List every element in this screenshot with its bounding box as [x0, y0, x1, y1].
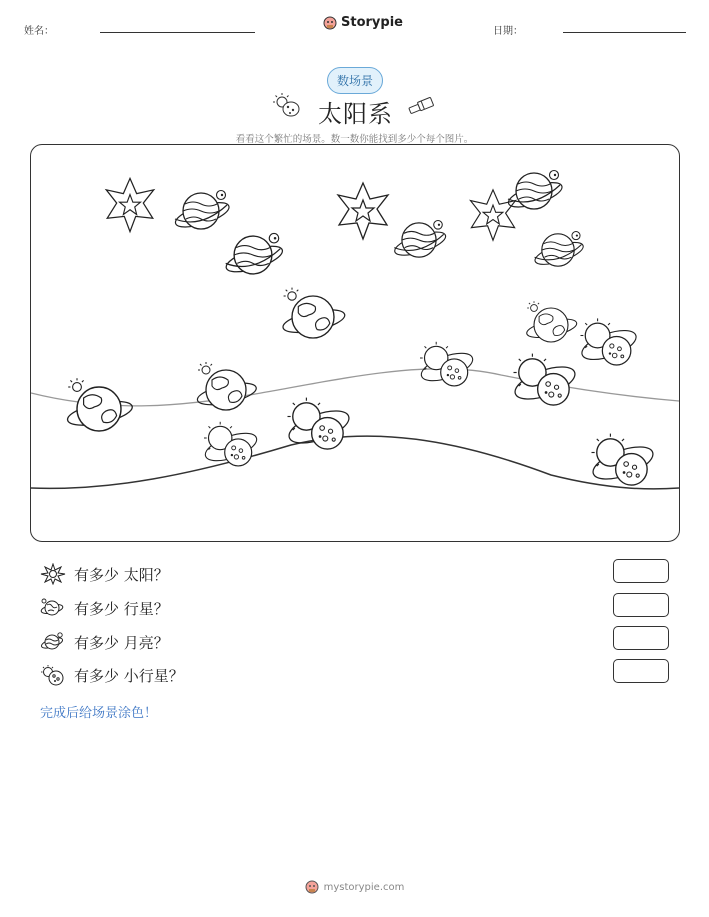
instructions: 看看这个繁忙的场景。数一数你能找到多少个每个图片。 — [235, 134, 474, 145]
scene-asteroid — [202, 422, 260, 467]
question-row — [40, 631, 169, 653]
storypie-mascot-icon — [323, 16, 337, 30]
question-row — [40, 597, 169, 619]
brand-logo — [323, 15, 403, 30]
answer-box-asteroids[interactable] — [613, 659, 669, 683]
scene-moon — [281, 288, 347, 338]
date-line[interactable] — [563, 32, 686, 33]
answer-box-moons[interactable] — [613, 626, 669, 650]
scene-asteroid — [285, 398, 353, 450]
question-text: 有多少 月亮？ — [74, 633, 169, 652]
scene-sun — [338, 183, 388, 239]
answer-box-suns[interactable] — [613, 559, 669, 583]
question-text: 有多少 小行星？ — [74, 666, 184, 685]
sun-icon — [40, 563, 66, 585]
counting-scene — [30, 144, 680, 542]
name-label: 姓名： — [24, 26, 54, 37]
question-text: 有多少 太阳？ — [74, 565, 169, 584]
horizon-line — [31, 369, 679, 406]
page-title: 太阳系 — [318, 100, 393, 128]
scene-drawing — [31, 145, 679, 541]
question-row — [40, 563, 169, 585]
scene-moon — [66, 378, 135, 431]
scene-asteroid — [418, 342, 476, 387]
scene-planet — [506, 171, 565, 213]
scene-moon — [525, 301, 578, 342]
ground-line — [31, 436, 679, 489]
activity-badge: 数场景 — [327, 67, 383, 94]
name-line[interactable] — [100, 32, 255, 33]
scene-asteroid — [589, 434, 657, 486]
scene-sun — [471, 190, 516, 240]
storypie-mascot-icon — [305, 880, 319, 894]
moon-icon — [40, 631, 66, 653]
brand-name: Storypie — [341, 15, 403, 30]
planet-icon — [40, 597, 66, 619]
scene-asteroid — [511, 354, 579, 406]
telescope-icon — [405, 95, 439, 117]
scene-planet — [392, 221, 448, 260]
question-text: 有多少 行星？ — [74, 599, 169, 618]
asteroid-icon — [40, 664, 66, 686]
scene-asteroid — [578, 318, 639, 365]
scene-planet — [223, 233, 285, 277]
footer — [0, 880, 709, 894]
date-label: 日期： — [493, 26, 523, 37]
answer-box-planets[interactable] — [613, 593, 669, 617]
coloring-hint: 完成后给场景涂色！ — [40, 706, 158, 721]
question-row — [40, 664, 184, 686]
sun-asteroid-decor-icon — [272, 92, 302, 120]
scene-planet — [173, 191, 232, 233]
footer-url[interactable]: mystorypie.com — [323, 881, 405, 893]
scene-sun — [106, 178, 154, 231]
scene-planet — [533, 232, 586, 269]
scene-moon — [196, 362, 258, 410]
